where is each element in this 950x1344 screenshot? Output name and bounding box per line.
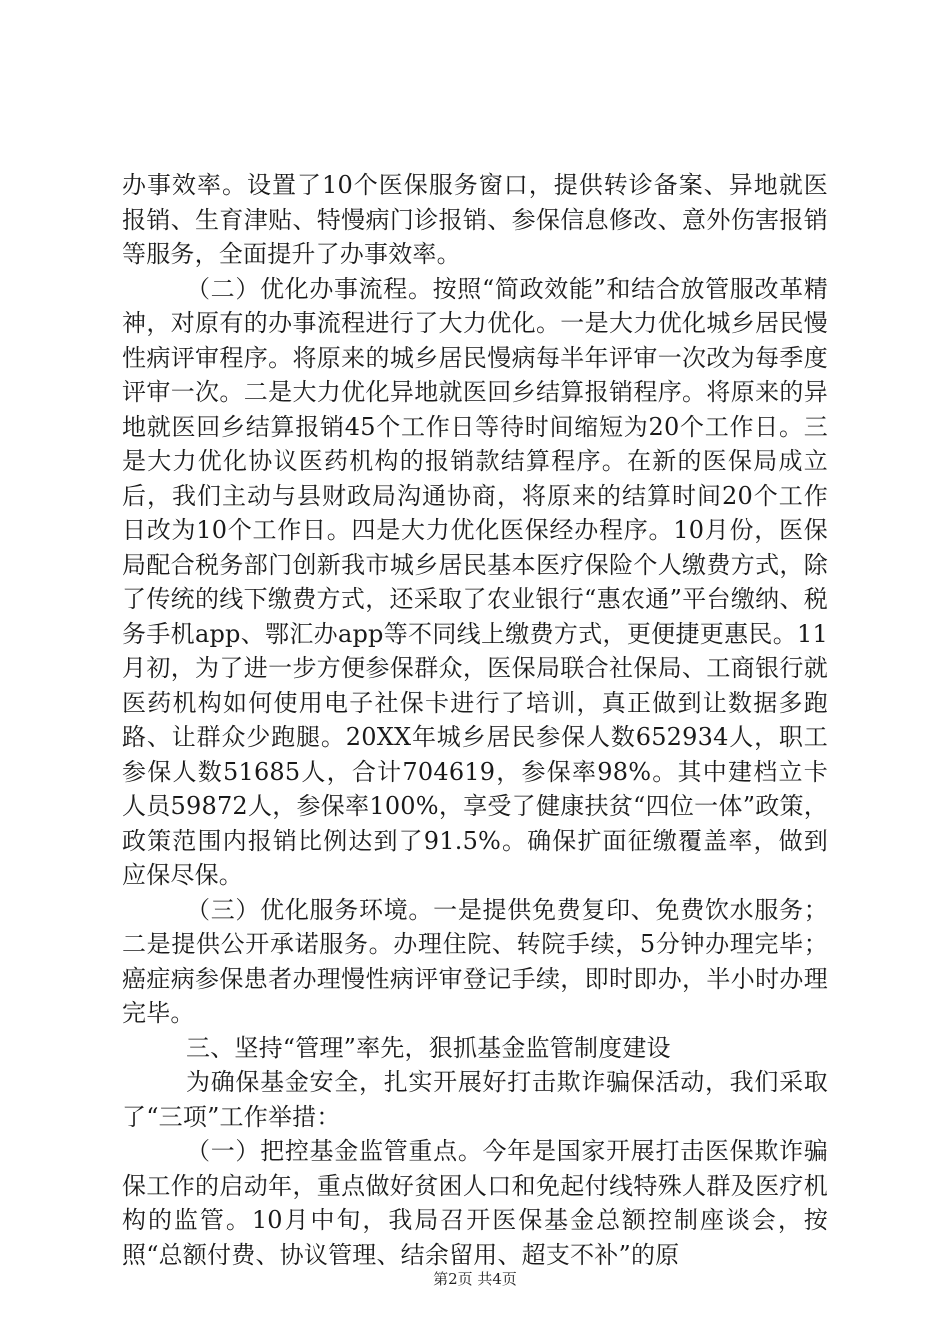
- document-body: [122, 168, 828, 1272]
- paragraph-6: （一）把控基金监管重点。今年是国家开展打击医保欺诈骗保工作的启动年，重点做好贫困人口和免起付线特殊人群及医疗机构的监管。10月中旬，我局召开医保基金总额控制座谈会，按照“总额付费、协议管理、结余留用、超支不补”的原: [122, 1137, 828, 1269]
- paragraph-5: 为确保基金安全，扎实开展好打击欺诈骗保活动，我们采取了“三项”工作举措：: [122, 1068, 828, 1131]
- section-heading: 三、坚持“管理”率先，狠抓基金监管制度建设: [186, 1033, 671, 1062]
- paragraph-3: （三）优化服务环境。一是提供免费复印、免费饮水服务；二是提供公开承诺服务。办理住院、转院手续，5分钟办理完毕；癌症病参保患者办理慢性病评审登记手续，即时即办，半小时办理完毕。: [122, 895, 828, 1027]
- paragraph-2: （二）优化办事流程。按照“简政效能”和结合放管服改革精神，对原有的办事流程进行了大力优化。一是大力优化城乡居民慢性病评审程序。将原来的城乡居民慢病每半年评审一次改为每季度评审一次。二是大力优化异地就医回乡结算报销程序。将原来的异地就医回乡结算报销45个工作日等待时间缩短为20个工作日。三是大力优化协议医药机构的报销款结算程序。在新的医保局成立后，我们主动与县财政局沟通协商，将原来的结算时间20个工作日改为10个工作日。四是大力优化医保经办程序。10月份，医保局配合税务部门创新我市城乡居民基本医疗保险个人缴费方式，除了传统的线下缴费方式，还采取了农业银行“惠农通”平台缴纳、税务手机app、鄂汇办app等不同线上缴费方式，更便捷更惠民。11月初，为了进一步方便参保群众，医保局联合社保局、工商银行就医药机构如何使用电子社保卡进行了培训，真正做到让数据多跑路、让群众少跑腿。20XX年城乡居民参保人数652934人，职工参保人数51685人，合计704619，参保率98%。其中建档立卡人员59872人，参保率100%，享受了健康扶贫“四位一体”政策，政策范围内报销比例达到了91.5%。确保扩面征缴覆盖率，做到应保尽保。: [122, 274, 828, 889]
- page-number: 第2页 共4页: [433, 1270, 517, 1288]
- paragraph-1: 办事效率。设置了10个医保服务窗口，提供转诊备案、异地就医报销、生育津贴、特慢病门诊报销、参保信息修改、意外伤害报销等服务，全面提升了办事效率。: [122, 171, 828, 268]
